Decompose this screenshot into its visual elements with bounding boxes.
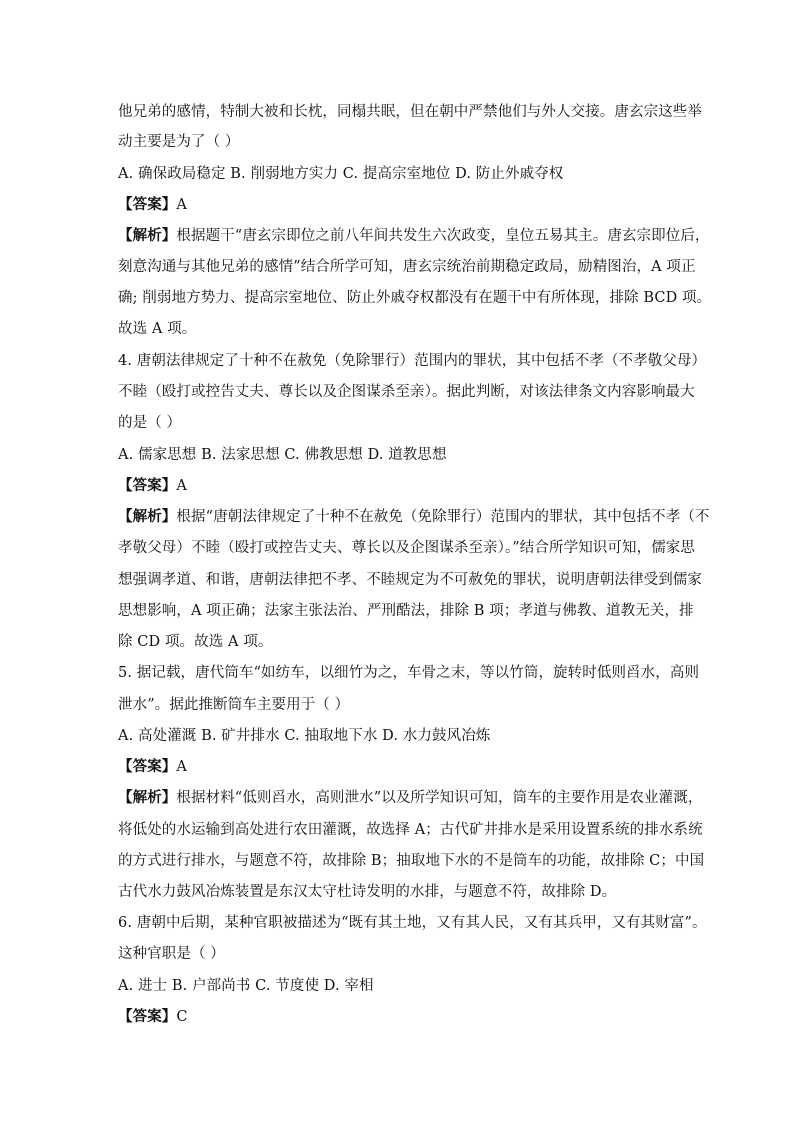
analysis-text: 根据题干“唐玄宗即位之前八年间共发生六次政变，皇位五易其主。唐玄宗即位后， [176, 228, 710, 244]
question-4-options: A. 儒家思想 B. 法家思想 C. 佛教思想 D. 道教思想 [118, 447, 447, 463]
analysis-label: 【解析】 [118, 227, 177, 244]
question-5-analysis-line-4: 古代水力鼓风冶炼装置是东汉太守杜诗发明的水排，与题意不符，故排除 D。 [118, 884, 617, 900]
question-3-options: A. 确保政局稳定 B. 削弱地方实力 C. 提高宗室地位 D. 防止外戚夺权 [118, 166, 564, 182]
question-3-stem-line-2: 动主要是为了（ ） [118, 134, 240, 150]
question-5-analysis-line-2: 将低处的水运输到高处进行农田灌溉，故选择 A；古代矿井排水是采用设置系统的排水系统 [118, 822, 703, 838]
question-4-stem-line-1: 4. 唐朝法律规定了十种不在赦免（免除罪行）范围内的罪状，其中包括不孝（不孝敬父母） [118, 353, 707, 369]
answer-label: 【答案】 [118, 758, 177, 775]
question-3-analysis-line-2: 刻意沟通与其他兄弟的感情”结合所学可知，唐玄宗统治前期稳定政局，励精图治，A 项正 [118, 259, 696, 275]
answer-value: A [176, 759, 187, 775]
question-3-analysis-line-4: 故选 A 项。 [118, 321, 197, 337]
question-4-analysis-line-4: 思想影响，A 项正确；法家主张法治、严刑酷法，排除 B 项；孝道与佛教、道教无关，排 [118, 603, 694, 619]
question-5-analysis-line-1 [118, 788, 703, 808]
analysis-text: 根据材料“低则舀水，高则泄水”以及所学知识可知，筒车的主要作用是农业灌溉， [176, 790, 703, 806]
question-3-analysis-line-1 [118, 226, 710, 246]
question-4-stem-line-3: 的是（ ） [118, 415, 182, 431]
question-6-answer [118, 1007, 678, 1027]
analysis-label: 【解析】 [118, 508, 177, 525]
analysis-text: 根据“唐朝法律规定了十种不在赦免（免除罪行）范围内的罪状，其中包括不孝（不 [176, 509, 710, 525]
question-6-stem-line-1: 6. 唐朝中后期，某种官职被描述为“既有其土地，又有其人民，又有其兵甲，又有其财富”。 [118, 915, 707, 931]
question-4-analysis-line-1 [118, 507, 710, 527]
question-4-answer [118, 476, 678, 496]
question-6-stem-line-2: 这种官职是（ ） [118, 946, 225, 962]
question-5-analysis-line-3: 的方式进行排水，与题意不符，故排除 B；抽取地下水的不是筒车的功能，故排除 C；中国 [118, 853, 705, 869]
answer-label: 【答案】 [118, 477, 177, 494]
question-6-options: A. 进士 B. 户部尚书 C. 节度使 D. 宰相 [118, 978, 374, 994]
question-4-analysis-line-3: 想强调孝道、和谐，唐朝法律把不孝、不睦规定为不可赦免的罪状，说明唐朝法律受到儒家 [118, 572, 702, 588]
question-5-stem-line-1: 5. 据记载，唐代筒车“如纺车，以细竹为之，车骨之末，等以竹筒，旋转时低则舀水，高则 [118, 665, 700, 681]
answer-value: A [176, 478, 187, 494]
question-5-answer [118, 757, 678, 777]
answer-label: 【答案】 [118, 1008, 177, 1025]
question-4-analysis-line-2: 孝敬父母）不睦（殴打或控告丈夫、尊长以及企图谋杀至亲）。”结合所学知识可知，儒家思 [118, 540, 696, 556]
question-3-answer [118, 195, 678, 215]
analysis-label: 【解析】 [118, 789, 177, 806]
answer-value: C [176, 1009, 188, 1025]
question-4-analysis-line-5: 除 CD 项。故选 A 项。 [118, 634, 273, 650]
answer-value: A [176, 197, 187, 213]
question-3-analysis-line-3: 确; 削弱地方势力、提高宗室地位、防止外戚夺权都没有在题干中有所体现，排除 BCD 项。 [118, 290, 712, 306]
answer-label: 【答案】 [118, 196, 177, 213]
question-4-stem-line-2: 不睦（殴打或控告丈夫、尊长以及企图谋杀至亲）。据此判断，对该法律条文内容影响最大 [118, 384, 695, 400]
question-5-options: A. 高处灌溉 B. 矿井排水 C. 抽取地下水 D. 水力鼓风冶炼 [118, 728, 491, 744]
question-3-stem-line-1: 他兄弟的感情，特制大被和长枕，同榻共眠，但在朝中严禁他们与外人交接。唐玄宗这些举 [118, 104, 702, 120]
question-5-stem-line-2: 泄水”。据此推断筒车主要用于（ ） [118, 697, 350, 713]
